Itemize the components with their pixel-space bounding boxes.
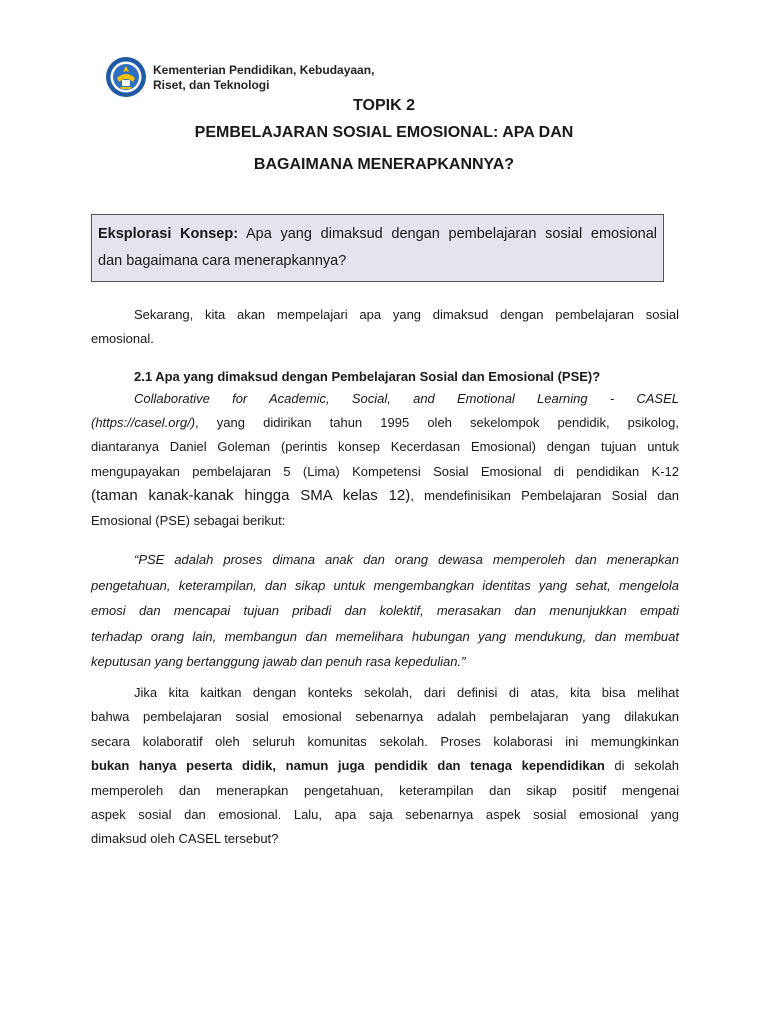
topic-title: TOPIK 2 xyxy=(353,97,415,114)
concept-exploration-box xyxy=(91,214,664,282)
closing-line-1: Jika kita kaitkan dengan konteks sekolah, dari definisi di atas, kita bisa melihat xyxy=(134,685,679,700)
closing-line-3: secara kolaboratif oleh seluruh komunitas sekolah. Proses kolaborasi ini memungkinkan xyxy=(91,733,679,749)
casel-url: (https://casel.org/) xyxy=(91,415,196,430)
section-line-3: diantaranya Daniel Goleman (perintis konsep Kecerdasan Emosional) dengan tujuan untuk xyxy=(91,439,679,455)
closing-paragraph xyxy=(91,681,679,852)
closing-line-6: aspek sosial dan emosional. Lalu, apa saja sebenarnya aspek sosial emosional yang xyxy=(91,807,679,823)
section-first-line-block xyxy=(134,387,679,411)
tut-wuri-handayani-logo xyxy=(105,56,147,98)
quote-line-5: keputusan yang bertanggung jawab dan penuh rasa kepedulian.” xyxy=(91,654,466,670)
quote-line-1: “PSE adalah proses dimana anak dan orang dewasa memperoleh dan menerapkan xyxy=(134,552,679,567)
closing-line-4-bold: bukan hanya peserta didik, namun juga pendidik dan tenaga kependidikan xyxy=(91,758,605,774)
closing-line-4: di sekolah xyxy=(604,758,679,774)
section-line-1: Collaborative for Academic, Social, and Emotional Learning - CASEL xyxy=(134,391,679,406)
section-line-5-big: (taman kanak-kanak hingga SMA kelas 12) xyxy=(91,487,411,505)
intro-line-1: Sekarang, kita akan mempelajari apa yang dimaksud dengan pembelajaran sosial xyxy=(134,307,679,322)
ministry-line-1: Kementerian Pendidikan, Kebudayaan, xyxy=(153,63,375,77)
main-title-line-1: PEMBELAJARAN SOSIAL EMOSIONAL: APA DAN xyxy=(194,124,574,141)
quote-line-4: terhadap orang lain, membangun dan memelihara hubungan yang mendukung, dan membuat xyxy=(91,628,679,644)
ministry-name xyxy=(153,63,374,93)
section-heading: 2.1 Apa yang dimaksud dengan Pembelajaran Sosial dan Emosional (PSE)? xyxy=(134,369,601,384)
intro-line-2: emosional. xyxy=(91,331,154,347)
concept-text-1: Apa yang dimaksud dengan pembelajaran sosial emosional xyxy=(238,226,657,242)
section-line-4: mengupayakan pembelajaran 5 (Lima) Kompetensi Sosial Emosional di pendidikan K-12 xyxy=(91,463,679,479)
concept-text-2: dan bagaimana cara menerapkannya? xyxy=(98,253,347,269)
pse-definition-quote xyxy=(91,547,679,675)
quote-line-3: emosi dan mencapai tujuan pribadi dan kolektif, merasakan dan menunjukkan empati xyxy=(91,603,679,619)
section-line-5: , mendefinisikan Pembelajaran Sosial dan xyxy=(410,488,679,504)
closing-line-2: bahwa pembelajaran sosial emosional sebenarnya adalah pembelajaran yang dilakukan xyxy=(91,709,679,725)
closing-line-5: memperoleh dan menerapkan pengetahuan, keterampilan dan sikap positif mengenai xyxy=(91,782,679,798)
quote-line-2: pengetahuan, keterampilan, dan sikap untuk mengembangkan identitas yang sehat, mengelola xyxy=(91,577,679,593)
ministry-line-2: Riset, dan Teknologi xyxy=(153,78,270,92)
section-paragraph xyxy=(91,411,679,533)
concept-label: Eksplorasi Konsep: xyxy=(98,226,239,242)
closing-line-7: dimaksud oleh CASEL tersebut? xyxy=(91,831,279,847)
section-line-2: , yang didirikan tahun 1995 oleh sekelompok pendidik, psikolog, xyxy=(195,415,679,430)
main-title-line-2: BAGAIMANA MENERAPKANNYA? xyxy=(253,156,515,173)
intro-paragraph xyxy=(91,303,679,352)
section-line-6: Emosional (PSE) sebagai berikut: xyxy=(91,512,286,528)
